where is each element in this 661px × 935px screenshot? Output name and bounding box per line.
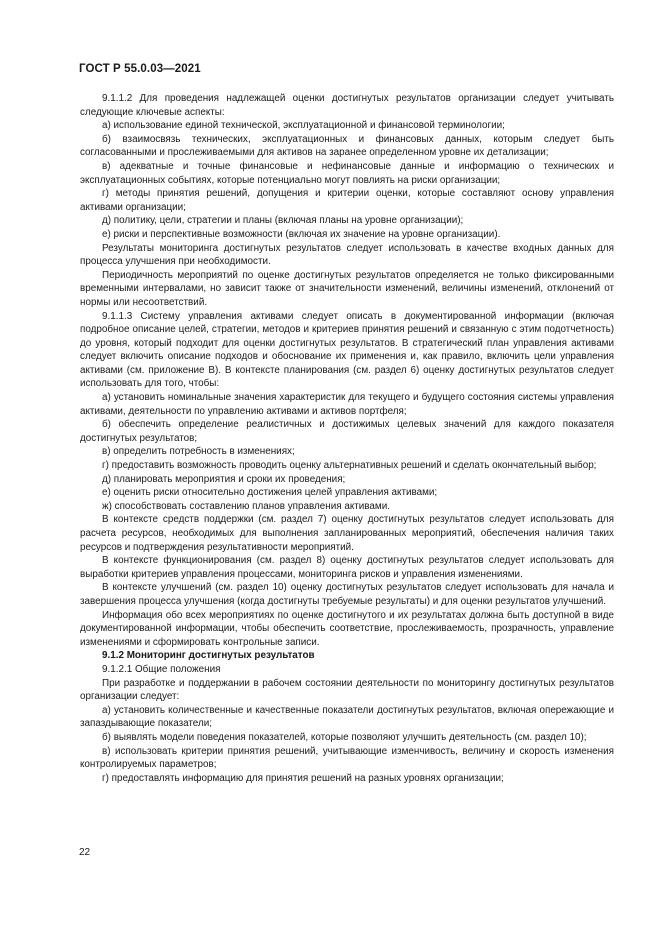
paragraph: 9.1.1.3 Систему управления активами следует описать в документированной информации (включая подробное описание целей, стратегии, методов и критериев принятия решений и связанную с этим подотчетность) до уровня, который подходит для оценки достигнутых результатов. В стратегический план управления активами следует включить описание подходов и обоснование их применения и, как правило, включить цели управления активами (см. приложение В). В контексте планирования (см. раздел 6) оценку достигнутых результатов следует использовать для того, чтобы:: [80, 310, 614, 390]
list-item: г) предоставить возможность проводить оценку альтернативных решений и сделать окончательный выбор;: [102, 460, 597, 472]
document-body: [80, 92, 614, 785]
list-item: д) планировать мероприятия и сроки их проведения;: [102, 473, 346, 485]
paragraph: В контексте функционирования (см. раздел 8) оценку достигнутых результатов следует использовать для выработки критериев управления процессами, мониторинга рисков и управления изменениями.: [80, 555, 614, 580]
paragraph: Результаты мониторинга достигнутых результатов следует использовать в качестве входных данных для процесса улучшения при необходимости.: [80, 242, 614, 268]
paragraph: При разработке и поддержании в рабочем состоянии деятельности по мониторингу достигнутых результатов организации следует:: [80, 677, 614, 703]
list-item: а) установить номинальные значения характеристик для текущего и будущего состояния системы управления активами, деятельности по управлению активами и активов портфеля;: [80, 392, 614, 417]
paragraph: В контексте средств поддержки (см. раздел 7) оценку достигнутых результатов следует использовать для расчета ресурсов, необходимых для выполнения запланированных мероприятий, обеспечения наличия таких ресурсов и подтверждения результативности мероприятий.: [80, 514, 614, 553]
page-number: 22: [79, 847, 91, 858]
list-item: г) предоставлять информацию для принятия решений на разных уровнях организации;: [102, 772, 504, 784]
list-item: в) использовать критерии принятия решений, учитывающие изменчивость, величину и скорость изменения контролируемых параметров;: [80, 745, 614, 771]
list-item: б) взаимосвязь технических, эксплуатационных и финансовых данных, которым следует быть согласованными и прослеживаемыми для активов на заранее определенном уровне их детализации;: [80, 133, 614, 159]
list-item: е) оценить риски относительно достижения целей управления активами;: [102, 487, 438, 499]
list-item: б) выявлять модели поведения показателей, которые позволяют улучшить деятельность (см. раздел 10);: [102, 731, 587, 743]
paragraph: 9.1.1.2 Для проведения надлежащей оценки достигнутых результатов организации следует учитывать следующие ключевые аспекты:: [80, 93, 614, 118]
paragraph: Периодичность мероприятий по оценке достигнутых результатов определяется не только фиксированными временными интервалами, но зависит также от значительности изменений, величины изменений, отклонений от нормы или несоответствий.: [80, 269, 614, 308]
paragraph: Информация обо всех мероприятиях по оценке достигнутого и их результатах должна быть доступной в виде документированной информации, чтобы обеспечить соответствие, прослеживаемость, прозрачность, управление изменениями и сформировать контрольные записи.: [80, 609, 614, 648]
list-item: д) политику, цели, стратегии и планы (включая планы на уровне организации);: [102, 215, 464, 227]
subsection-heading: 9.1.2.1 Общие положения: [102, 663, 221, 675]
list-item: б) обеспечить определение реалистичных и достижимых целевых значений для каждого показателя достигнутых результатов;: [80, 419, 614, 444]
list-item: ж) способствовать составлению планов управления активами.: [102, 500, 390, 512]
list-item: в) адекватные и точные финансовые и нефинансовые данные и информацию о технических и эксплуатационных событиях, которые потенциально могут повлиять на риски организации;: [80, 160, 614, 186]
list-item: г) методы принятия решений, допущения и критерии оценки, которые составляют основу управления активами организации;: [80, 188, 614, 213]
list-item: е) риски и перспективные возможности (включая их значение на уровне организации).: [102, 228, 501, 240]
list-item: а) использование единой технической, эксплуатационной и финансовой терминологии;: [102, 120, 505, 132]
list-item: а) установить количественные и качественные показатели достигнутых результатов, включая опережающие и запаздывающие показатели;: [80, 704, 614, 730]
document-header: ГОСТ Р 55.0.03—2021: [79, 63, 201, 75]
list-item: в) определить потребность в изменениях;: [102, 446, 295, 458]
section-heading: 9.1.2 Мониторинг достигнутых результатов: [102, 650, 315, 662]
paragraph: В контексте улучшений (см. раздел 10) оценку достигнутых результатов следует использовать для начала и завершения процесса улучшения (когда достигнуты требуемые результаты) и для оценки результатов улучшений.: [80, 582, 614, 607]
